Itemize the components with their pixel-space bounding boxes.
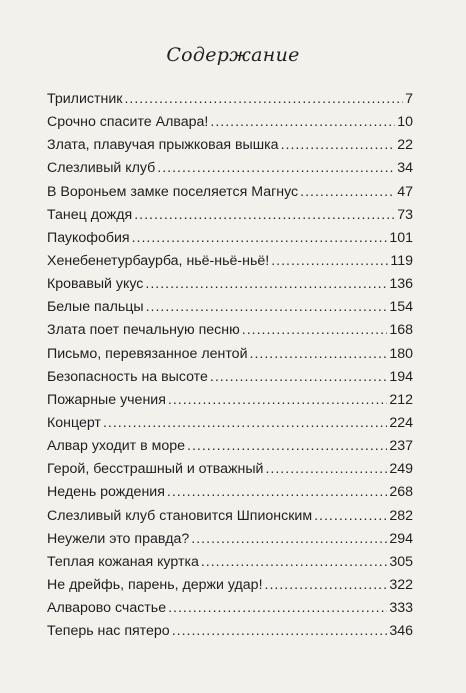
toc-entry — [47, 273, 413, 296]
toc-entry — [47, 597, 413, 620]
dot-leader — [132, 227, 388, 250]
dot-leader — [172, 620, 388, 643]
toc-entry-page: 7 — [405, 91, 413, 107]
toc-entry — [47, 620, 413, 643]
toc-entry-title: В Вороньем замке поселяется Магнус — [47, 183, 299, 200]
toc-entry-title: Трилистник — [47, 91, 123, 107]
dot-leader — [250, 343, 388, 366]
toc-entry-page: 101 — [389, 229, 413, 246]
dot-leader — [210, 366, 387, 389]
toc-entry — [47, 227, 413, 250]
toc-entry-page: 136 — [389, 276, 413, 293]
toc-entry-title: Алварово счастье — [47, 600, 167, 617]
toc-entry-page: 10 — [397, 114, 413, 131]
toc-entry-page: 34 — [397, 160, 413, 177]
dot-leader — [300, 181, 395, 204]
toc-entry-title: Белые пальцы — [47, 299, 144, 316]
dot-leader — [124, 88, 403, 111]
toc-entry — [47, 181, 413, 204]
toc-entry-page: 22 — [397, 137, 413, 154]
toc-entry — [47, 389, 413, 412]
toc-entry-title: Злата, плавучая прыжковая вышка — [47, 137, 279, 154]
toc-entry-page: 322 — [389, 576, 413, 593]
toc-entry-title: Теперь нас пятеро — [47, 623, 170, 640]
toc-entry-title: Злата поет печальную песню — [47, 322, 240, 339]
toc-entry-page: 180 — [389, 345, 413, 362]
toc-entry-page: 73 — [397, 206, 413, 223]
dot-leader — [167, 481, 387, 504]
dot-leader — [145, 273, 387, 296]
toc-entry — [47, 250, 413, 273]
toc-entry-title: Безопасность на высоте — [47, 368, 208, 385]
toc-entry — [47, 204, 413, 227]
toc-entry-page: 194 — [389, 368, 413, 385]
toc-entry-page: 168 — [389, 322, 413, 339]
toc-entry-page: 282 — [389, 507, 413, 524]
toc-list — [47, 88, 413, 643]
toc-entry — [47, 319, 413, 342]
toc-entry-title: Слезливый клуб становится Шпионским — [47, 507, 313, 524]
toc-entry-title: Хенебенетурбаурба, ньё-ньё-ньё! — [47, 252, 270, 269]
toc-entry — [47, 458, 413, 481]
dot-leader — [281, 134, 396, 157]
toc-entry — [47, 435, 413, 458]
dot-leader — [210, 111, 395, 134]
toc-entry — [47, 505, 413, 528]
toc-entry-title: Пожарные учения — [47, 391, 166, 408]
dot-leader — [103, 412, 387, 435]
dot-leader — [242, 319, 388, 342]
toc-entry-page: 268 — [389, 484, 413, 501]
toc-entry-page: 119 — [390, 252, 413, 269]
toc-entry-page: 224 — [389, 414, 413, 431]
toc-entry-title: Срочно спасите Алвара! — [47, 114, 209, 131]
toc-entry-title: Концерт — [47, 414, 101, 431]
toc-entry — [47, 481, 413, 504]
toc-entry-page: 237 — [389, 438, 413, 455]
toc-entry — [47, 574, 413, 597]
toc-entry-title: Кровавый укус — [47, 276, 144, 293]
toc-entry-page: 346 — [389, 623, 413, 640]
toc-entry — [47, 157, 413, 180]
dot-leader — [265, 458, 387, 481]
toc-entry-title: Не дрейфь, парень, держи удар! — [47, 576, 263, 593]
dot-leader — [157, 157, 395, 180]
toc-entry — [47, 412, 413, 435]
toc-entry-title: Недень рождения — [47, 484, 165, 501]
toc-entry-page: 249 — [389, 461, 413, 478]
toc-entry-title: Танец дождя — [47, 206, 133, 223]
toc-entry-title: Слезливый клуб — [47, 160, 156, 177]
toc-entry — [47, 296, 413, 319]
dot-leader — [187, 435, 387, 458]
toc-entry-page: 212 — [389, 391, 413, 408]
toc-entry — [47, 88, 413, 111]
toc-entry-page: 154 — [389, 299, 413, 316]
toc-heading: Содержание — [166, 44, 300, 66]
dot-leader — [191, 528, 387, 551]
toc-entry — [47, 366, 413, 389]
toc-entry-page: 47 — [397, 183, 413, 200]
dot-leader — [201, 551, 387, 574]
dot-leader — [134, 204, 395, 227]
dot-leader — [146, 296, 388, 319]
toc-entry-title: Алвар уходит в море — [47, 438, 185, 455]
dot-leader — [265, 574, 388, 597]
toc-entry — [47, 528, 413, 551]
dot-leader — [168, 597, 387, 620]
toc-entry-page: 333 — [389, 600, 413, 617]
toc-entry — [47, 111, 413, 134]
toc-entry-title: Паукофобия — [47, 229, 130, 246]
toc-entry-title: Письмо, перевязанное лентой — [47, 345, 248, 362]
dot-leader — [314, 505, 387, 528]
toc-entry — [47, 551, 413, 574]
dot-leader — [271, 250, 388, 273]
toc-entry-page: 294 — [389, 530, 413, 547]
dot-leader — [168, 389, 387, 412]
toc-entry — [47, 134, 413, 157]
toc-entry-title: Теплая кожаная куртка — [47, 553, 199, 570]
toc-entry-title: Неужели это правда? — [47, 530, 190, 547]
toc-entry — [47, 343, 413, 366]
toc-entry-page: 305 — [389, 553, 413, 570]
toc-entry-title: Герой, бесстрашный и отважный — [47, 461, 264, 478]
